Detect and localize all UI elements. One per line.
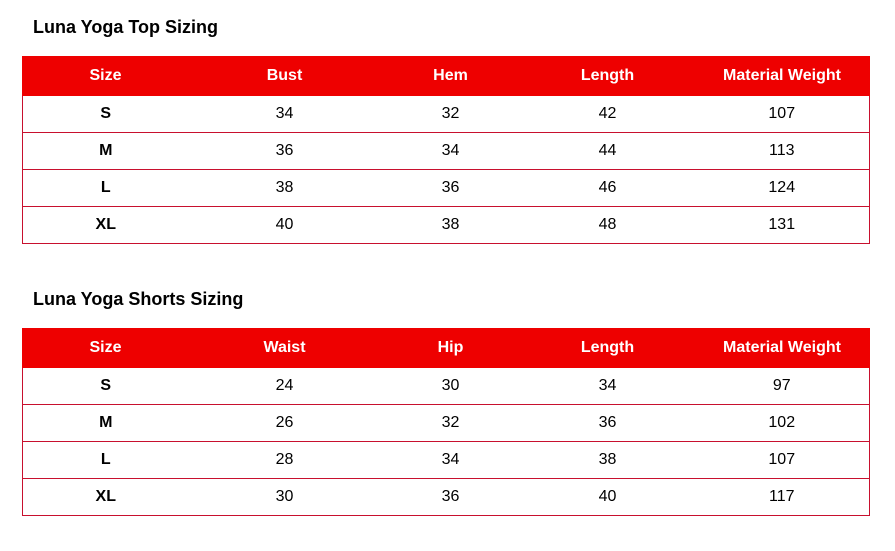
cell-hem: 38 bbox=[381, 207, 521, 244]
cell-hip: 30 bbox=[381, 368, 521, 405]
column-header-hem: Hem bbox=[381, 57, 521, 96]
cell-size: M bbox=[23, 405, 189, 442]
column-header-size: Size bbox=[23, 329, 189, 368]
table-row bbox=[23, 368, 870, 405]
cell-hip: 36 bbox=[381, 479, 521, 516]
cell-length: 36 bbox=[521, 405, 695, 442]
column-header-waist: Waist bbox=[189, 329, 381, 368]
cell-size: XL bbox=[23, 207, 189, 244]
cell-material-weight: 113 bbox=[695, 133, 870, 170]
cell-hem: 34 bbox=[381, 133, 521, 170]
column-header-bust: Bust bbox=[189, 57, 381, 96]
cell-waist: 26 bbox=[189, 405, 381, 442]
column-header-length: Length bbox=[521, 57, 695, 96]
cell-waist: 24 bbox=[189, 368, 381, 405]
top-sizing-title: Luna Yoga Top Sizing bbox=[33, 17, 218, 37]
table-row bbox=[23, 96, 870, 133]
cell-length: 40 bbox=[521, 479, 695, 516]
cell-length: 38 bbox=[521, 442, 695, 479]
cell-material-weight: 97 bbox=[695, 368, 870, 405]
cell-size: S bbox=[23, 368, 189, 405]
cell-length: 34 bbox=[521, 368, 695, 405]
cell-size: S bbox=[23, 96, 189, 133]
cell-hip: 32 bbox=[381, 405, 521, 442]
table-row bbox=[23, 207, 870, 244]
cell-hem: 36 bbox=[381, 170, 521, 207]
cell-length: 44 bbox=[521, 133, 695, 170]
cell-material-weight: 107 bbox=[695, 442, 870, 479]
table-row bbox=[23, 442, 870, 479]
cell-bust: 40 bbox=[189, 207, 381, 244]
cell-length: 48 bbox=[521, 207, 695, 244]
cell-material-weight: 131 bbox=[695, 207, 870, 244]
cell-material-weight: 107 bbox=[695, 96, 870, 133]
column-header-material-weight: Material Weight bbox=[695, 57, 870, 96]
column-header-material-weight: Material Weight bbox=[695, 329, 870, 368]
column-header-length: Length bbox=[521, 329, 695, 368]
cell-size: L bbox=[23, 170, 189, 207]
cell-waist: 30 bbox=[189, 479, 381, 516]
column-header-hip: Hip bbox=[381, 329, 521, 368]
cell-size: M bbox=[23, 133, 189, 170]
cell-size: XL bbox=[23, 479, 189, 516]
top-sizing-table bbox=[22, 56, 870, 244]
cell-bust: 34 bbox=[189, 96, 381, 133]
table-row bbox=[23, 405, 870, 442]
cell-hip: 34 bbox=[381, 442, 521, 479]
cell-material-weight: 102 bbox=[695, 405, 870, 442]
cell-length: 42 bbox=[521, 96, 695, 133]
shorts-sizing-title: Luna Yoga Shorts Sizing bbox=[33, 289, 244, 309]
cell-material-weight: 117 bbox=[695, 479, 870, 516]
cell-bust: 36 bbox=[189, 133, 381, 170]
table-row bbox=[23, 170, 870, 207]
cell-hem: 32 bbox=[381, 96, 521, 133]
table-row bbox=[23, 479, 870, 516]
shorts-sizing-table bbox=[22, 328, 870, 516]
cell-waist: 28 bbox=[189, 442, 381, 479]
cell-size: L bbox=[23, 442, 189, 479]
column-header-size: Size bbox=[23, 57, 189, 96]
table-header-row bbox=[23, 329, 870, 368]
table-header-row bbox=[23, 57, 870, 96]
cell-length: 46 bbox=[521, 170, 695, 207]
cell-material-weight: 124 bbox=[695, 170, 870, 207]
cell-bust: 38 bbox=[189, 170, 381, 207]
table-row bbox=[23, 133, 870, 170]
